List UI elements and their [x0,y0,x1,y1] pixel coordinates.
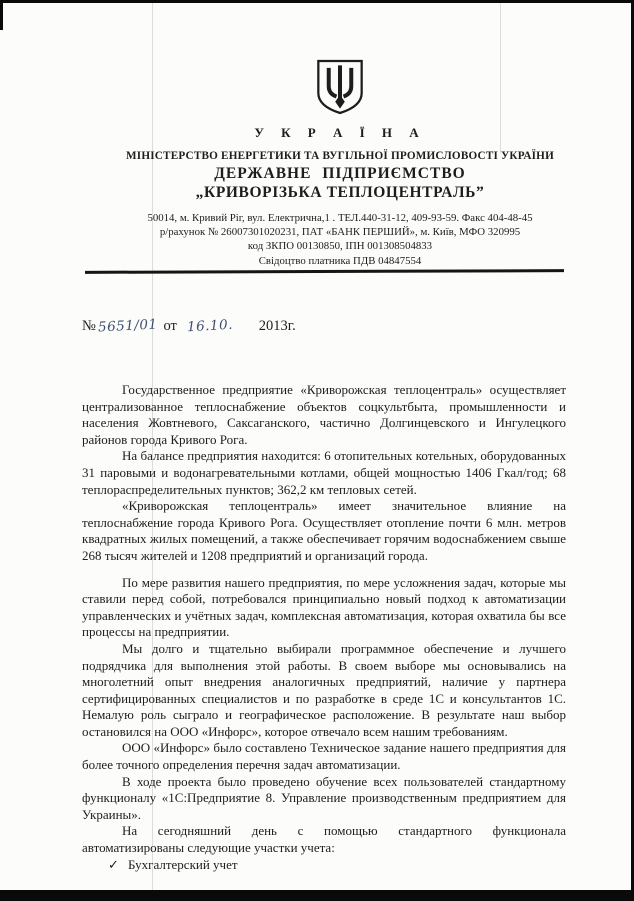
enterprise-name: „КРИВОРІЗЬКА ТЕПЛОЦЕНТРАЛЬ” [195,184,485,201]
list-item-accounting [108,857,566,874]
ukraine-trident-icon [314,58,366,116]
scan-edge-bottom [0,890,634,901]
letterhead-divider [85,269,564,274]
letter-body [82,382,566,873]
contact-block [60,211,620,268]
paragraph-automated-areas: На сегодняшний день с помощью стандартного функционала автоматизированы следующие участки учета: [82,823,566,856]
from-label: от [163,318,177,334]
paragraph-technical-task: ООО «Инфорс» было составлено Техническое задание нашего предприятия для более точного определения перечня задач автоматизации. [82,740,566,773]
number-sign: № [82,318,96,334]
country-name: У К Р А Ї Н А [254,125,426,140]
ministry-name: МІНІСТЕРСТВО ЕНЕРГЕТИКИ ТА ВУГІЛЬНОЇ ПРОМИСЛОВОСТІ УКРАЇНИ [126,150,554,162]
list-item-label: Бухгалтерский учет [128,856,238,872]
paragraph-intro: Государственное предприятие «Криворожская теплоцентраль» осуществляет централизованное теплоснабжение объектов соцкультбыта, промышленности и населения Жовтневого, Саксаганского, частично Долгинцевского и Ингулецкого районов города Кривого Рога. [82,382,566,447]
paragraph-influence: «Криворожская теплоцентраль» имеет значительное влияние на теплоснабжение города Кривого Рога. Осуществляет отопление почти 6 млн. метров квадратных жилых помещений, а также обеспечивает горячим водоснабжением свыше 268 тысяч жителей и 1208 предприятий и организаций города. [82,498,566,563]
paragraph-training: В ходе проекта было проведено обучение всех пользователей стандартному функционалу «1С:Предприятие 8. Управление производственным предприятием для Украины». [82,773,566,822]
paragraph-selection: Мы долго и тщательно выбирали программное обеспечение и лучшего подрядчика для выполнения этой работы. В своем выборе мы основывались на многолетний опыт внедрения аналогичных предприятий, наличие у партнера сертифицированных специалистов и по разработке в среде 1С и консультантов 1С. Немалую роль сыграло и географическое расположение. В результате наш выбор остановился на ООО «Инфорс», которое отвечало всем нашим требованиям. [82,640,566,739]
contact-line-address: 50014, м. Кривий Ріг, вул. Електрична,1 . ТЕЛ.440-31-12, 409-93-59. Факс 404-48-45 [147,212,533,224]
letterhead [60,58,620,268]
reference-line [82,318,296,335]
contact-line-vat: Свідоцтво платника ПДВ 04847554 [258,254,422,267]
checkmark-icon: ✓ [108,856,119,872]
enterprise-type: ДЕРЖАВНЕ ПІДПРИЄМСТВО [214,165,466,182]
contact-line-codes: код ЗКПО 00130850, ІПН 001308504833 [247,240,433,253]
paragraph-balance: На балансе предприятия находится: 6 отопительных котельных, оборудованных 31 паровыми и водонагревательными котлами, общей мощностью 1406 Гкал/год; 68 теплораспределительных пунктов; 362,2 км тепловых сетей. [82,448,566,497]
scan-edge-left [0,0,3,30]
paragraph-development: По мере развития нашего предприятия, по мере усложнения задач, которые мы ставили перед собой, потребовался принципиально новый подход к автоматизации управленческих и учётных задач, комплексная автоматизация, которая охватила бы все процессы на предприятии. [82,574,566,640]
date-handwritten: 16.10. [186,316,234,336]
year-label: 2013г. [258,318,296,334]
scan-edge-top [0,0,634,3]
contact-line-account: р/рахунок № 26007301020231, ПАТ «БАНК ПЕРШИЙ», м. Київ, МФО 320995 [159,226,521,239]
outgoing-number-handwritten: 5651/01 [97,316,158,336]
